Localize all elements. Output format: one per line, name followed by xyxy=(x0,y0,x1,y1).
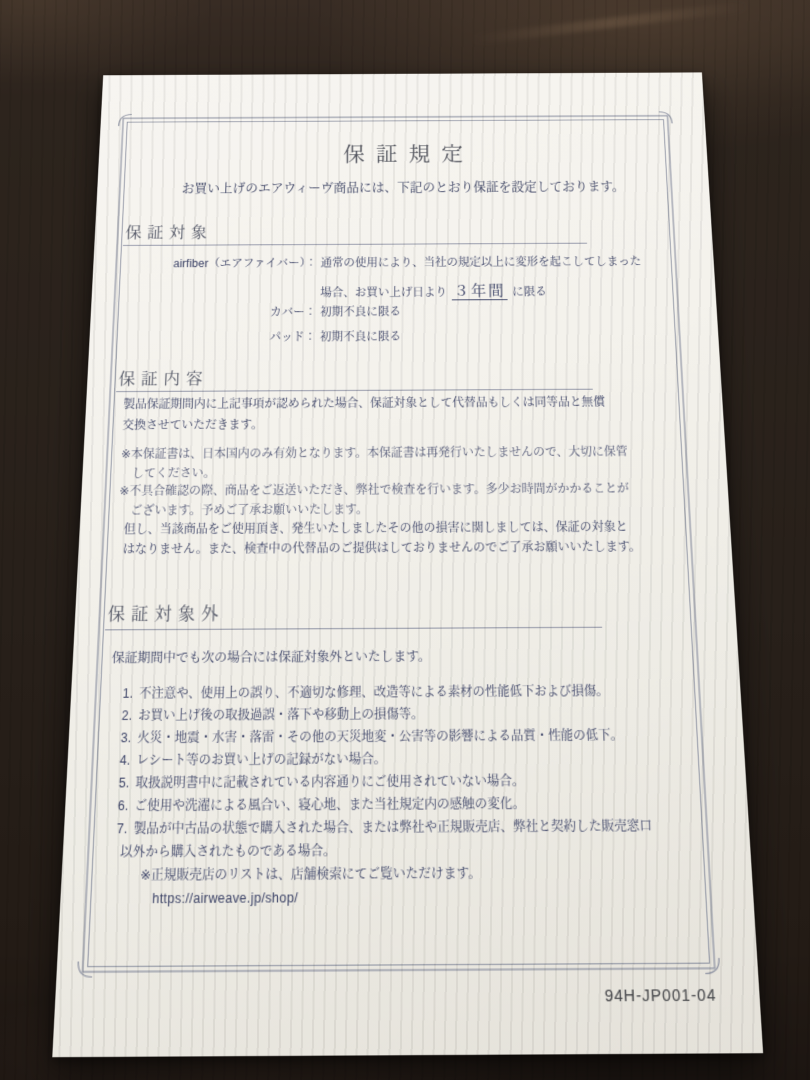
exclusion-item-number: 7. xyxy=(116,821,128,837)
note-line: ※本保証書は、日本国内のみ有効となります。本保証書は再発行いたしませんので、大切に保管 xyxy=(120,444,628,461)
exclusion-item-text: お買い上げ後の取扱過誤・落下や移動上の損傷等。 xyxy=(137,706,424,724)
note-line: 但し、当該商品をご使用頂き、発生いたしましたその他の損害に関しましては、保証の対象と xyxy=(123,519,629,537)
exclusion-item xyxy=(112,769,705,795)
warranty-term-row-pad xyxy=(89,327,719,346)
coverage-paragraph-line: 交換させていただきます。 xyxy=(122,417,264,432)
exclusion-item-text: レシート等のお買い上げの記録がない場合。 xyxy=(136,751,387,768)
section-heading-warranty-coverage: 保証内容 xyxy=(118,369,209,389)
exclusion-item xyxy=(115,702,701,727)
exclusion-item-number: 2. xyxy=(121,708,133,724)
term-label-spacer xyxy=(128,280,317,302)
term-value: 初期不良に限る xyxy=(319,329,402,344)
exclusion-item xyxy=(111,792,706,818)
exclusion-item-number: 5. xyxy=(118,775,130,791)
coverage-note-inspection xyxy=(118,478,678,520)
section-heading-exclusions: 保証対象外 xyxy=(107,604,225,625)
term-label xyxy=(126,329,316,346)
coverage-paragraph xyxy=(122,391,673,436)
term-label xyxy=(127,304,316,321)
shop-url: https://airweave.jp/shop/ xyxy=(151,890,299,907)
exclusion-item-number: 6. xyxy=(117,798,129,814)
term-label-text: airfiber（エアファイバー） xyxy=(173,256,306,270)
exclusion-item-text: 不注意や、使用上の誤り、不適切な修理、改造等による素材の性能低下および損傷。 xyxy=(138,683,609,701)
exclusion-item xyxy=(113,747,704,773)
note-line: ございます。予めご了承お願いいたします。 xyxy=(130,502,369,518)
warranty-period-emphasis: ３年間 xyxy=(453,283,506,300)
note-line: してください。 xyxy=(131,466,216,481)
warranty-term-row-airfiber-continued xyxy=(91,278,716,302)
term-colon: ： xyxy=(304,305,317,319)
term-value xyxy=(320,279,547,301)
term-value-text: に限る xyxy=(512,285,547,299)
exclusion-item-number: 4. xyxy=(119,752,131,768)
coverage-note-limitation xyxy=(116,517,679,560)
exclusion-item xyxy=(114,724,702,750)
term-colon: ： xyxy=(305,256,317,270)
page-title: 保証規定 xyxy=(343,143,475,166)
warranty-term-row-airfiber xyxy=(93,253,714,271)
term-colon: ： xyxy=(304,330,317,344)
exclusion-item-number: 3. xyxy=(120,730,132,746)
retailer-list-note: ※正規販売店のリストは、店舗検索にてご覧いただけます。 xyxy=(139,865,482,884)
coverage-note-validity xyxy=(120,442,676,484)
exclusion-item-text: 取扱説明書中に記載されている内容通りにご使用されていない場合。 xyxy=(135,773,525,791)
exclusion-item xyxy=(116,680,700,705)
exclusion-item-text: ご使用や洗濯による風合い、寝心地、また当社規定内の感触の変化。 xyxy=(134,796,526,814)
exclusion-item xyxy=(110,815,708,841)
term-label xyxy=(129,255,317,271)
note-line: ※不具合確認の際、商品をご返送いただき、弊社で検査を行います。多少お時間がかかることが xyxy=(119,481,630,498)
coverage-paragraph-line: 製品保証期間内に上記事項が認められた場合、保証対象として代替品もしくは同等品と無償 xyxy=(123,395,606,411)
wood-grain-streak xyxy=(470,1,749,45)
term-value: 初期不良に限る xyxy=(320,305,402,319)
note-line: はなりません。また、検査中の代替品のご提供はしておりませんのでご了承お願いいたします。 xyxy=(122,539,642,557)
term-label-text: パッド xyxy=(269,330,305,344)
exclusion-item-text: 火災・地震・水害・落雷・その他の天災地変・公害等の影響による品質・性能の低下。 xyxy=(137,727,624,746)
exclusion-item-text: 製品が中古品の状態で購入された場合、または弊社や正規販売店、弊社と契約した販売窓口 xyxy=(133,818,653,837)
term-label-text: カバー xyxy=(269,305,305,319)
exclusion-item-number: 1. xyxy=(122,686,134,701)
exclusions-list xyxy=(107,680,712,911)
term-value-text: 場合、お買い上げ日より xyxy=(320,285,448,300)
section-heading-warranty-target: 保証対象 xyxy=(124,224,213,242)
document-code: 94H-JP001-04 xyxy=(604,986,717,1006)
warranty-term-row-cover xyxy=(90,302,717,321)
warranty-document xyxy=(52,72,763,1057)
exclusions-lead: 保証期間中でも次の場合には保証対象外といたします。 xyxy=(111,649,431,666)
intro-text: お買い上げのエアウィーヴ商品には、下記のとおり保証を設定しております。 xyxy=(181,179,625,196)
term-value: 通常の使用により、当社の規定以上に変形を起こしてしまった xyxy=(320,255,642,270)
exclusion-item-continuation: 以外から購入されたものである場合。 xyxy=(119,843,336,860)
